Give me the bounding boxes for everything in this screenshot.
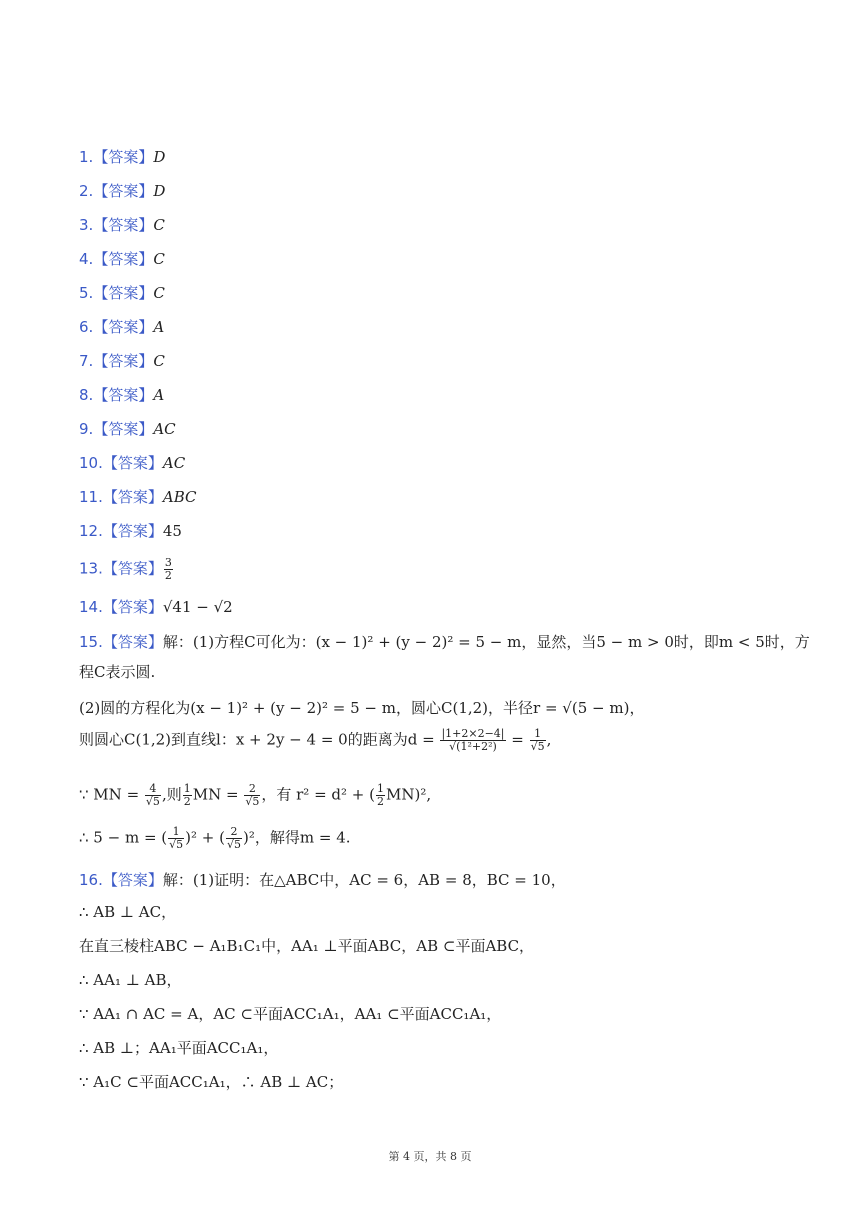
q15-line-3: (2)圆的方程化为(x − 1)² + (y − 2)² = 5 − m，圆心C(1,2)，半径r = √(5 − m)，: [79, 699, 645, 717]
distance-fraction: [440, 728, 505, 753]
fraction: [168, 826, 184, 851]
answer-value: AC: [153, 420, 176, 438]
answer-tag: 【答案】: [93, 352, 154, 370]
q16-line-2: ∴ AB ⊥ AC，: [79, 903, 177, 921]
fraction-denominator: √(1²+2²): [440, 740, 505, 753]
answer-item-1: [79, 147, 790, 167]
answer-tag: 【答案】: [102, 488, 163, 506]
answer-value: A: [153, 386, 165, 404]
answer-item-11: [79, 487, 790, 507]
q15-text: ∴ 5 − m = (: [79, 828, 168, 847]
answer-tag: 【答案】: [102, 633, 163, 651]
fraction-denominator: √5: [226, 838, 241, 851]
answer-tag: 【答案】: [102, 522, 163, 540]
mn-fraction: [145, 783, 161, 808]
answer-number: 2.: [79, 182, 94, 200]
result-fraction: [530, 728, 546, 753]
answer-item-12: [79, 521, 790, 541]
answer-number: 9.: [79, 420, 94, 438]
q16-line-4: ∴ AA₁ ⊥ AB，: [79, 971, 182, 989]
q15-text: ,: [546, 730, 552, 749]
answer-tag: 【答案】: [93, 250, 154, 268]
q15-text: )²，解得m = 4.: [243, 828, 351, 847]
answer-value: D: [153, 182, 166, 200]
fraction-numerator: 4: [149, 782, 157, 795]
fraction-numerator: 1: [534, 727, 542, 740]
fraction-denominator: √5: [169, 838, 184, 851]
q15-text: ,则: [161, 785, 182, 804]
answer-value: A: [153, 318, 165, 336]
q15-line-1: [79, 632, 810, 652]
q16-line-3: 在直三棱柱ABC − A₁B₁C₁中，AA₁ ⊥平面ABC，AB ⊂平面ABC，: [79, 937, 535, 955]
answer-tag: 【答案】: [93, 420, 154, 438]
answer-value: AC: [162, 454, 186, 472]
answer-item-9: [79, 419, 790, 439]
q15-line-5: [79, 783, 790, 808]
answer-item-13: [79, 557, 790, 582]
fraction-numerator: 1: [172, 825, 180, 838]
answer-item-5: [79, 283, 790, 303]
answer-item-6: [79, 317, 790, 337]
q16-line-6: ∴ AB ⊥；AA₁平面ACC₁A₁，: [79, 1039, 279, 1057]
answer-item-4: [79, 249, 790, 269]
fraction-numerator: 3: [164, 556, 172, 569]
fraction-denominator: √5: [530, 740, 545, 753]
answer-item-2: [79, 181, 790, 201]
half-mn-fraction: [244, 783, 260, 808]
answer-value: C: [153, 352, 165, 370]
answer-item-8: [79, 385, 790, 405]
q16-line-7: ∵ A₁C ⊂平面ACC₁A₁，∴ AB ⊥ AC；: [79, 1073, 344, 1091]
fraction: [226, 826, 242, 851]
half-fraction: [376, 783, 385, 808]
answer-number: 11.: [79, 488, 103, 506]
answer-tag: 【答案】: [102, 559, 163, 578]
answer-value: D: [153, 148, 166, 166]
answer-tag: 【答案】: [93, 284, 154, 302]
answer-tag: 【答案】: [93, 216, 154, 234]
fraction-denominator: 2: [376, 795, 384, 808]
answer-value: √41 − √2: [162, 598, 233, 616]
answer-number: 6.: [79, 318, 94, 336]
answer-tag: 【答案】: [93, 148, 154, 166]
fraction-numerator: |1+2×2−4|: [441, 727, 505, 740]
answer-item-10: [79, 453, 790, 473]
answer-fraction: [164, 557, 173, 582]
answer-number: 5.: [79, 284, 94, 302]
answer-number: 3.: [79, 216, 94, 234]
q15-text: ∵ MN =: [79, 785, 140, 804]
answer-tag: 【答案】: [93, 386, 154, 404]
answer-value: C: [153, 250, 165, 268]
fraction-denominator: √5: [145, 795, 160, 808]
answer-tag: 【答案】: [102, 454, 163, 472]
answer-value: 45: [162, 522, 182, 540]
fraction-numerator: 2: [248, 782, 256, 795]
answer-number: 14.: [79, 598, 103, 616]
answer-tag: 【答案】: [102, 871, 163, 889]
answer-number: 15.: [79, 633, 103, 651]
answer-tag: 【答案】: [93, 318, 154, 336]
half-fraction: [183, 783, 192, 808]
answer-item-14: [79, 597, 790, 617]
answer-number: 7.: [79, 352, 94, 370]
q15-line-4: [79, 728, 790, 753]
q16-line-1: [79, 870, 790, 890]
fraction-numerator: 2: [230, 825, 238, 838]
fraction-denominator: 2: [164, 569, 172, 582]
answer-number: 4.: [79, 250, 94, 268]
fraction-denominator: 2: [183, 795, 191, 808]
q15-text: ，有 r² = d² + (: [261, 785, 375, 804]
answer-value: ABC: [162, 488, 197, 506]
answer-item-3: [79, 215, 790, 235]
q15-text: 解：(1)方程C可化为：(x − 1)² + (y − 2)² = 5 − m，显然，当5 − m > 0时，即m < 5时，方: [162, 633, 810, 651]
answer-number: 8.: [79, 386, 94, 404]
q16-line-5: ∵ AA₁ ∩ AC = A，AC ⊂平面ACC₁A₁，AA₁ ⊂平面ACC₁A₁，: [79, 1005, 502, 1023]
q15-text: MN)²,: [385, 785, 432, 804]
answer-number: 16.: [79, 871, 103, 889]
answer-number: 13.: [79, 559, 103, 578]
fraction-numerator: 1: [183, 782, 191, 795]
q15-text: MN =: [192, 785, 239, 804]
q15-text: 则圆心C(1,2)到直线l：x + 2y − 4 = 0的距离为d =: [79, 730, 435, 749]
answer-value: C: [153, 216, 165, 234]
answer-item-7: [79, 351, 790, 371]
answer-number: 10.: [79, 454, 103, 472]
answer-value: C: [153, 284, 165, 302]
page-footer: 第 4 页，共 8 页: [388, 1150, 472, 1163]
answer-tag: 【答案】: [102, 598, 163, 616]
q15-text: )² + (: [185, 828, 225, 847]
q15-line-6: [79, 826, 790, 851]
answer-number: 1.: [79, 148, 94, 166]
equals-sign: =: [511, 730, 524, 749]
q16-text: 解：(1)证明：在△ABC中，AC = 6，AB = 8，BC = 10，: [162, 871, 566, 889]
fraction-denominator: √5: [245, 795, 260, 808]
fraction-numerator: 1: [376, 782, 384, 795]
q15-line-2: 程C表示圆.: [79, 663, 156, 681]
answer-tag: 【答案】: [93, 182, 154, 200]
answer-number: 12.: [79, 522, 103, 540]
